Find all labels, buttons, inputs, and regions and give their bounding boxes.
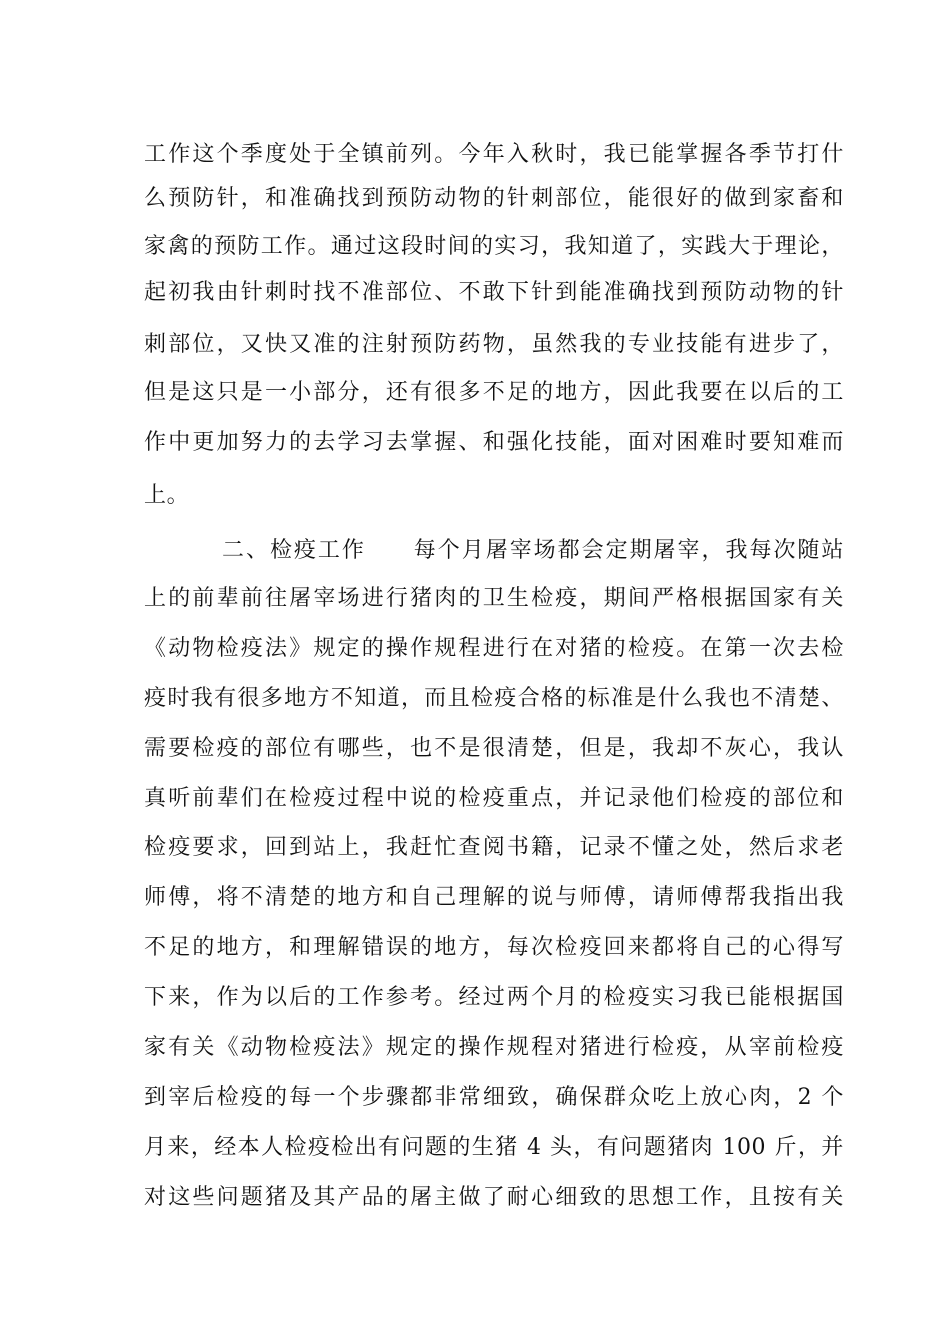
section-heading-line: 二、检疫工作 每个月屠宰场都会定期屠宰，我每次随站	[222, 538, 844, 563]
text-line: 起初我由针刺时找不准部位、不敢下针到能准确找到预防动物的针	[144, 280, 844, 305]
text-line: 上的前辈前往屠宰场进行猪肉的卫生检疫，期间严格根据国家有关	[144, 586, 844, 611]
text-line: 作中更加努力的去学习去掌握、和强化技能，面对困难时要知难而	[144, 430, 844, 455]
text-line: 对这些问题猪及其产品的屠主做了耐心细致的思想工作，且按有关	[144, 1185, 844, 1210]
text-line: 疫时我有很多地方不知道，而且检疫合格的标准是什么我也不清楚、	[144, 686, 844, 711]
text-line: 刺部位，又快又准的注射预防药物，虽然我的专业技能有进步了，	[144, 332, 844, 357]
text-line: 家禽的预防工作。通过这段时间的实习，我知道了，实践大于理论，	[144, 234, 844, 259]
text-line: 需要检疫的部位有哪些，也不是很清楚，但是，我却不灰心，我认	[144, 736, 844, 761]
text-line: 但是这只是一小部分，还有很多不足的地方，因此我要在以后的工	[144, 380, 844, 405]
text-line: 到宰后检疫的每一个步骤都非常细致，确保群众吃上放心肉，2 个	[144, 1085, 844, 1110]
text-line: 工作这个季度处于全镇前列。今年入秋时，我已能掌握各季节打什	[144, 142, 844, 167]
text-line: 真听前辈们在检疫过程中说的检疫重点，并记录他们检疫的部位和	[144, 786, 844, 811]
text-line: 上。	[144, 483, 190, 508]
text-line: 《动物检疫法》规定的操作规程进行在对猪的检疫。在第一次去检	[144, 636, 844, 661]
text-line: 下来，作为以后的工作参考。经过两个月的检疫实习我已能根据国	[144, 985, 844, 1010]
text-line: 月来，经本人检疫检出有问题的生猪 4 头，有问题猪肉 100 斤，并	[144, 1135, 844, 1160]
text-line: 么预防针，和准确找到预防动物的针刺部位，能很好的做到家畜和	[144, 186, 844, 211]
text-line: 师傅，将不清楚的地方和自己理解的说与师傅，请师傅帮我指出我	[144, 885, 844, 910]
text-line: 检疫要求，回到站上，我赶忙查阅书籍，记录不懂之处，然后求老	[144, 835, 844, 860]
text-line: 不足的地方，和理解错误的地方，每次检疫回来都将自己的心得写	[144, 935, 844, 960]
text-line: 家有关《动物检疫法》规定的操作规程对猪进行检疫，从宰前检疫	[144, 1035, 844, 1060]
